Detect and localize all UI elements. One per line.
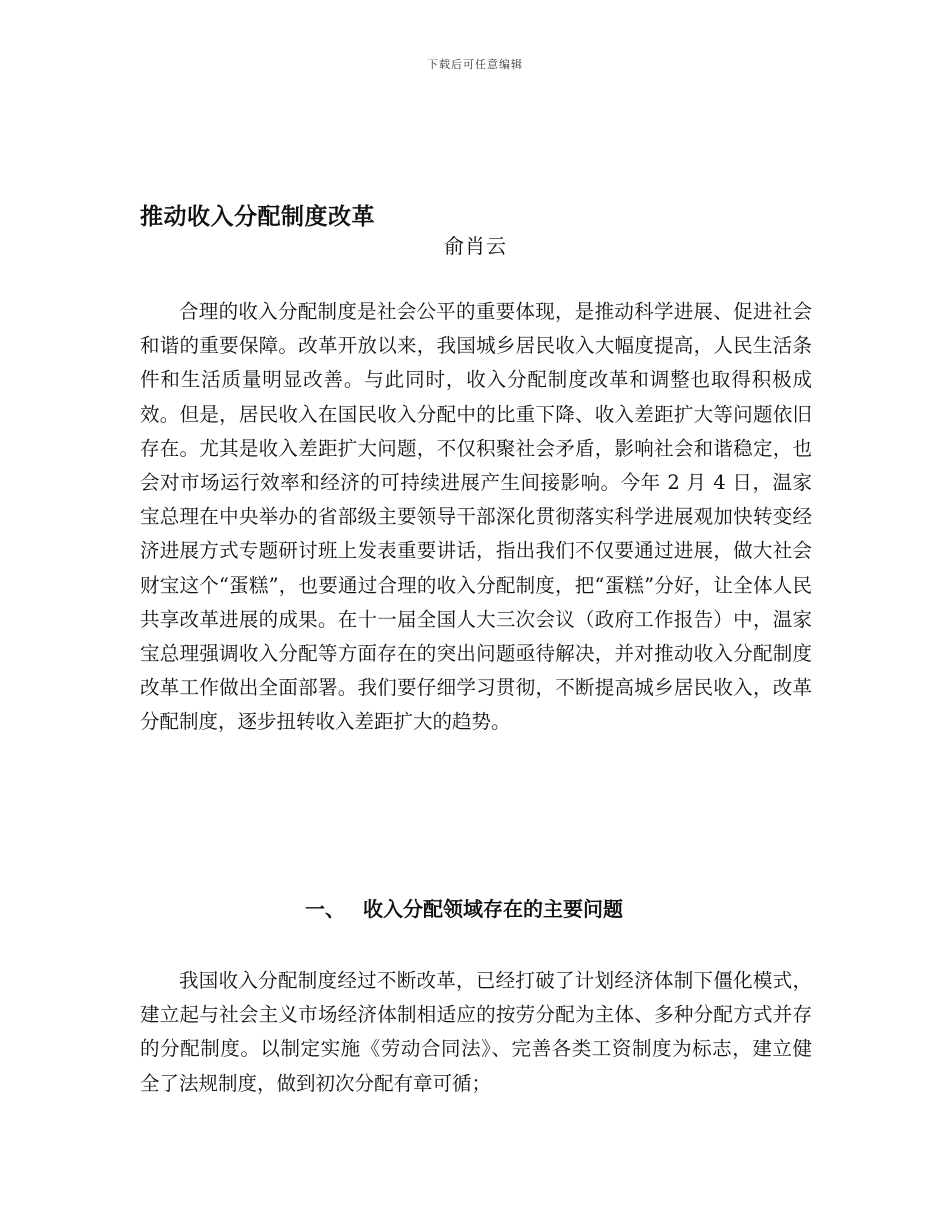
section-title: 收入分配领域存在的主要问题 [363, 897, 623, 921]
section-number: 一、 [305, 897, 345, 921]
page-header-note: 下载后可任意编辑 [427, 58, 523, 71]
intro-paragraph: 合理的收入分配制度是社会公平的重要体现，是推动科学进展、促进社会和谐的重要保障。改革开放以来，我国城乡居民收入大幅度提高，人民生活条件和生活质量明显改善。与此同时，收入分配制度改革和调整也取得积极成效。但是，居民收入在国民收入分配中的比重下降、收入差距扩大等问题依旧存在。尤其是收入差距扩大问题，不仅积聚社会矛盾，影响社会和谐稳定，也会对市场运行效率和经济的可持续进展产生间接影响。今年 2 月 4 日，温家宝总理在中央举办的省部级主要领导干部深化贯彻落实科学进展观加快转变经济进展方式专题研讨班上发表重要讲话，指出我们不仅要通过进展，做大社会财宝这个“蛋糕”，也要通过合理的收入分配制度，把“蛋糕”分好，让全体人民共享改革进展的成果。在十一届全国人大三次会议（政府工作报告）中，温家宝总理强调收入分配等方面存在的突出问题亟待解决，并对推动收入分配制度改革工作做出全面部署。我们要仔细学习贯彻，不断提高城乡居民收入，改革分配制度，逐步扭转收入差距扩大的趋势。 [140, 300, 812, 734]
section-heading [305, 893, 623, 922]
article-author: 俞肖云 [444, 234, 507, 258]
section-paragraph: 我国收入分配制度经过不断改革，已经打破了计划经济体制下僵化模式，建立起与社会主义市场经济体制相适应的按劳分配为主体、多种分配方式并存的分配制度。以制定实施《劳动合同法》、完善各类工资制度为标志，建立健全了法规制度，做到初次分配有章可循； [140, 969, 812, 1095]
article-title: 推动收入分配制度改革 [140, 204, 375, 230]
